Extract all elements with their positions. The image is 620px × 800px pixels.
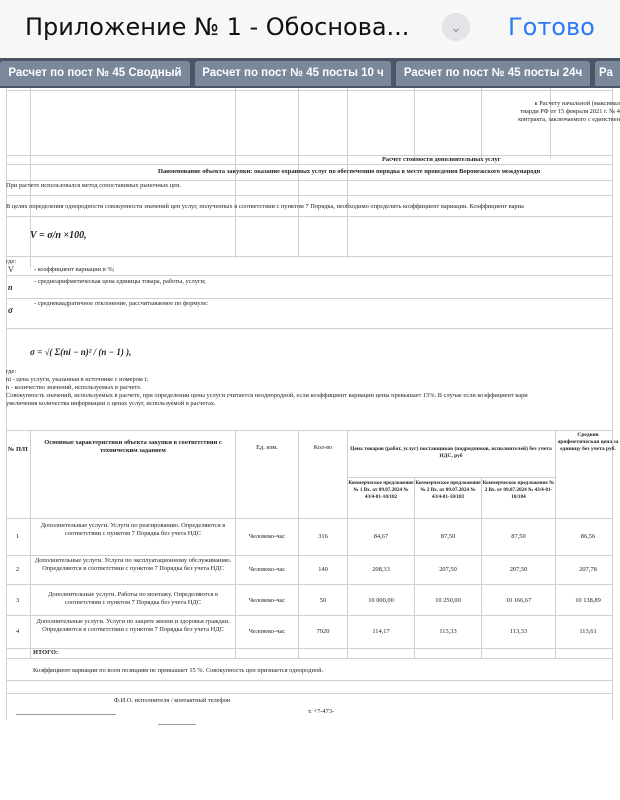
row3-qty: 50 xyxy=(319,597,327,604)
def-count: n - количество значений, используемых в расчете. xyxy=(6,384,142,391)
row1-num: 1 xyxy=(16,533,20,540)
row4-qty: 7920 xyxy=(316,628,330,635)
tab-posts-24h[interactable]: Расчет по пост № 45 посты 24ч xyxy=(396,61,590,86)
done-button[interactable]: Готово xyxy=(508,13,595,41)
col-header-desc: Основные характеристики объекта закупки в соответствии с техническим заданием xyxy=(44,439,222,454)
top-right-line-1: к Расчету начальной (максимал xyxy=(534,100,620,107)
signature-label: Ф.И.О. исполнителя / контактный телефон xyxy=(114,697,231,704)
row1-p1: 84,67 xyxy=(373,533,389,540)
top-right-line-3: контракта, заключаемого с единствен xyxy=(518,116,620,123)
row2-qty: 140 xyxy=(318,566,328,573)
row4-p2: 113,33 xyxy=(439,628,457,635)
row1-p3: 87,50 xyxy=(511,533,526,540)
row4-p3: 113,33 xyxy=(509,628,528,635)
col-header-unit: Ед. изм. xyxy=(256,444,278,451)
symbol-n: n xyxy=(8,283,13,292)
row3-avg: 10 138,89 xyxy=(575,597,601,604)
top-bar xyxy=(0,0,620,58)
def-v: - коэффициент вариации в %; xyxy=(34,266,115,273)
tab-more[interactable]: Ра xyxy=(595,61,620,86)
row1-unit: Человеко-час xyxy=(248,533,286,540)
calc-title: Расчет стоимости дополнительных услуг xyxy=(382,156,501,163)
row2-desc: Дополнительные услуги. Услуги по эксплуатационному обслуживанию. Определяются в соответствии с пунктом 7 Порядка без учета НДС xyxy=(34,557,232,572)
row4-unit: Человеко-час xyxy=(248,628,286,635)
row3-p1: 10 000,00 xyxy=(368,597,394,604)
row2-p1: 208,33 xyxy=(372,566,390,573)
offer-header-1: Коммерческое предложение № 1 Вх. от 09.07.2024 № 43/4-01-10/182 xyxy=(348,480,414,500)
row2-p3: 207,50 xyxy=(509,566,528,573)
row1-avg: 86,56 xyxy=(580,533,596,540)
phone-text: т. +7-473- xyxy=(308,708,335,715)
where-label-2: где: xyxy=(6,368,17,375)
row3-num: 3 xyxy=(16,597,20,604)
offer-header-3: Коммерческое предложение № 2 Вх. от 09.07.2024 № 43/4-01-10/184 xyxy=(482,480,555,500)
row1-p2: 87,50 xyxy=(440,533,456,540)
col-header-num: № П/П xyxy=(8,446,28,453)
formula-v: V = σ/n ×100, xyxy=(30,230,87,241)
sheet-tabs xyxy=(0,58,620,88)
homogeneity-text: В целях определения однородности совокупности значений цен услуг, полученных в соответствии с пунктом 7 Порядка, необходимо определить коэффициент вариации. Коэффициент вариа xyxy=(6,203,524,210)
rule-line-1: Совокупность значений, используемых в расчете, при определении цены услуги считается неоднородной, если коэффициент вариации цены превышает 15%. В случае если коэффициент вари xyxy=(6,392,528,399)
tab-posts-10h[interactable]: Расчет по пост № 45 посты 10 ч xyxy=(195,61,391,86)
formula-sigma: σ = √( Σ(ni − n)² / (n − 1) ), xyxy=(30,347,132,357)
row2-p2: 207,50 xyxy=(439,566,457,573)
col-header-prices: Цена товаров (работ, услуг) поставщиков (подрядчиков, исполнителей) без учета НДС, руб xyxy=(350,446,552,459)
spreadsheet xyxy=(0,88,620,800)
document-title: Приложение № 1 - Обоснова... xyxy=(25,13,410,41)
top-right-line-2: тварди РФ от 15 февраля 2021 г. № 4 xyxy=(520,108,620,115)
row4-desc: Дополнительные услуги. Услуги по защите жизни и здоровья граждан. Определяются в соответствии с пунктом 7 Порядка без учета НДС xyxy=(36,618,230,633)
row3-p3: 10 166,67 xyxy=(505,597,532,604)
def-ci: ni - цена услуги, указанная в источнике с номером i; xyxy=(6,376,148,383)
conclusion-text: Коэффициент вариации по всем позициям не превышает 15 %. Совокупность цен признается однородной. xyxy=(33,667,324,674)
tab-summary[interactable]: Расчет по пост № 45 Сводный xyxy=(0,61,190,86)
row3-desc: Дополнительные услуги. Работы по монтажу. Определяются в соответствии с пунктом 7 Порядка без учета НДС xyxy=(48,591,218,606)
row3-p2: 10 250,00 xyxy=(435,597,461,604)
row3-unit: Человеко-час xyxy=(248,597,286,604)
row4-p1: 114,17 xyxy=(372,628,390,635)
row2-avg: 207,78 xyxy=(579,566,597,573)
col-header-qty: Кол-во xyxy=(313,444,333,451)
col-header-avg: Средняя арифметическая цена за единицу без учета руб. xyxy=(557,432,619,452)
row2-num: 2 xyxy=(16,566,20,573)
symbol-v: V xyxy=(8,265,14,274)
row1-desc: Дополнительные услуги. Услуги по реагированию. Определяются в соответствии с пунктом 7 Порядка без учета НДС xyxy=(40,522,226,537)
row2-unit: Человеко-час xyxy=(248,566,286,573)
chevron-down-icon[interactable]: ⌄ xyxy=(442,13,470,41)
offer-header-2: Коммерческое предложение № 2 Вх. от 09.07.2024 № 43/4-01-10/183 xyxy=(415,480,481,500)
row1-qty: 316 xyxy=(318,533,328,540)
method-text: При расчете использовался метод сопоставимых рыночных цен. xyxy=(6,182,182,189)
def-sigma: - среднеквадратичное отклонение, рассчитываемое по формуле: xyxy=(34,300,209,307)
row4-avg: 113,61 xyxy=(579,628,597,635)
total-label: ИТОГО: xyxy=(33,649,59,656)
row4-num: 4 xyxy=(16,628,20,635)
where-label-1: где: xyxy=(6,258,17,265)
object-name: Наименование объекта закупки: оказание охранных услуг по обеспечению порядка в месте проведения Воронежского международн xyxy=(158,168,541,175)
symbol-sigma: σ xyxy=(8,305,13,315)
def-n: - среднеарифметическая цена единицы товара, работы, услуги; xyxy=(34,278,206,285)
rule-line-2: увеличения количества информации о ценах услуг, используемой в расчетах. xyxy=(6,400,216,407)
